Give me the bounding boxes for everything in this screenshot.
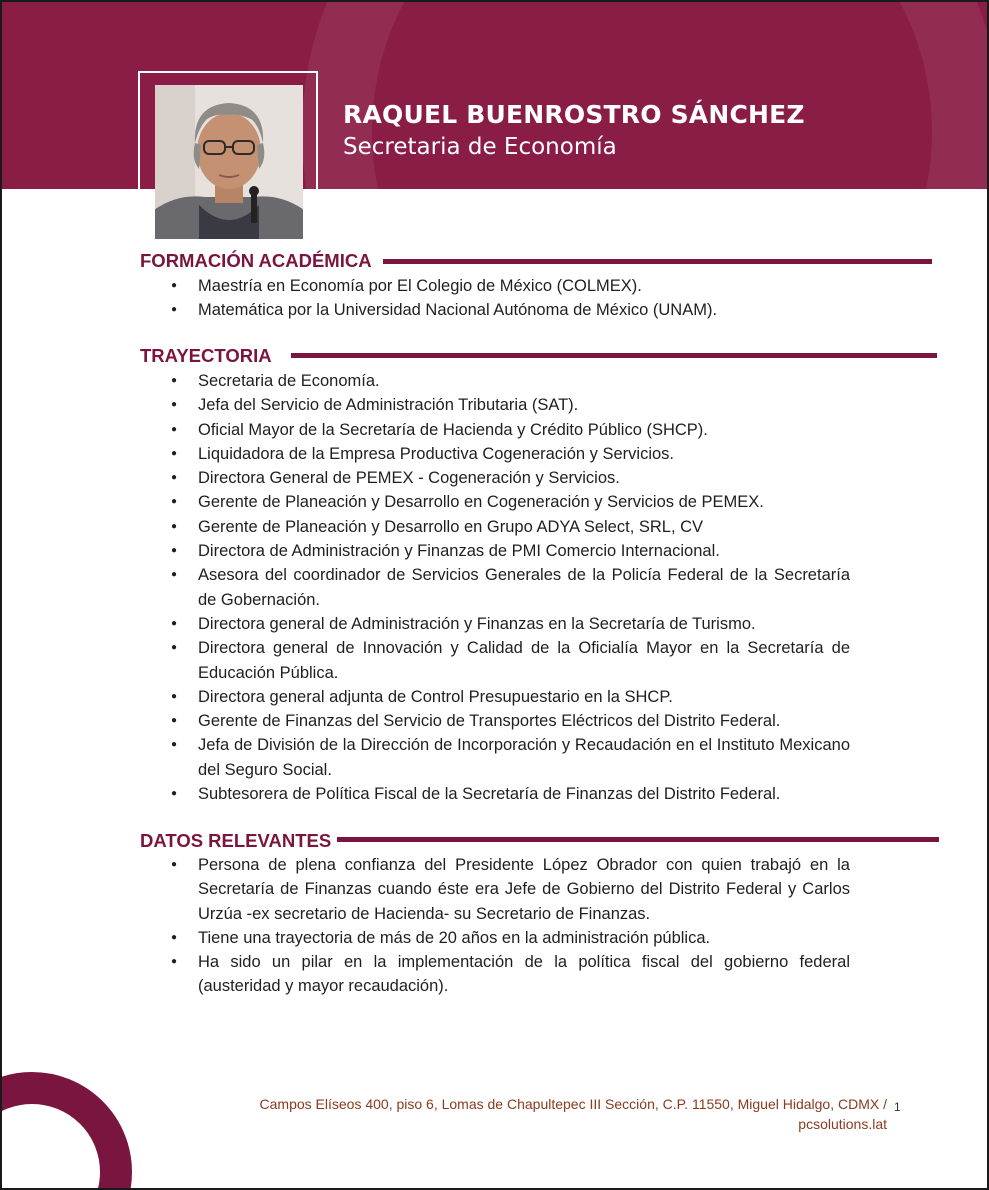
list-item: ● Asesora del coordinador de Servicios Generales de la Policía Federal de la Secretaría de Gobernación. <box>170 563 850 612</box>
list-item: ● Gerente de Planeación y Desarrollo en Grupo ADYA Select, SRL, CV <box>170 515 850 539</box>
list-item: ● Directora de Administración y Finanzas de PMI Comercio Internacional. <box>170 539 850 563</box>
list-item: ● Subtesorera de Política Fiscal de la Secretaría de Finanzas del Distrito Federal. <box>170 782 850 806</box>
person-name: RAQUEL BUENROSTRO SÁNCHEZ <box>343 100 805 129</box>
list-item: ● Jefa del Servicio de Administración Tributaria (SAT). <box>170 393 850 417</box>
list-item: ● Directora general adjunta de Control Presupuestario en la SHCP. <box>170 685 850 709</box>
list-item: ● Liquidadora de la Empresa Productiva Cogeneración y Servicios. <box>170 442 850 466</box>
list-item: ● Gerente de Finanzas del Servicio de Transportes Eléctricos del Distrito Federal. <box>170 709 850 733</box>
arc-mask <box>2 1147 72 1190</box>
section-rule-formacion <box>383 259 932 264</box>
list-item: ● Matemática por la Universidad Nacional Autónoma de México (UNAM). <box>170 298 850 322</box>
footer-address: Campos Elíseos 400, piso 6, Lomas de Chapultepec III Sección, C.P. 11550, Miguel Hidalgo, CDMX / <box>259 1096 887 1112</box>
list-item: ● Directora general de Administración y Finanzas en la Secretaría de Turismo. <box>170 612 850 636</box>
decorative-swoosh <box>302 2 987 189</box>
list-item: ● Gerente de Planeación y Desarrollo en Cogeneración y Servicios de PEMEX. <box>170 490 850 514</box>
profile-photo <box>155 85 303 239</box>
footer-site-link[interactable]: pcsolutions.lat <box>798 1116 887 1132</box>
list-item: ● Directora General de PEMEX - Cogeneración y Servicios. <box>170 466 850 490</box>
trayectoria-list <box>170 369 850 806</box>
section-title-formacion: FORMACIÓN ACADÉMICA <box>140 250 372 271</box>
list-item: ● Secretaria de Economía. <box>170 369 850 393</box>
list-item: ● Persona de plena confianza del Presidente López Obrador con quien trabajó en la Secretaría de Finanzas cuando éste era Jefe de Gobierno del Distrito Federal y Carlos Urzúa -ex secretario de Hacienda- su Secretario de Finanzas. <box>170 853 850 926</box>
formacion-list <box>170 274 850 323</box>
list-item: ● Maestría en Economía por El Colegio de México (COLMEX). <box>170 274 850 298</box>
section-title-datos: DATOS RELEVANTES <box>140 830 332 851</box>
person-role: Secretaria de Economía <box>343 134 617 160</box>
list-item: ● Ha sido un pilar en la implementación de la política fiscal del gobierno federal (austeridad y mayor recaudación). <box>170 950 850 999</box>
datos-list <box>170 853 850 999</box>
list-item: ● Tiene una trayectoria de más de 20 años en la administración pública. <box>170 926 850 950</box>
section-rule-trayectoria <box>291 353 937 358</box>
list-item: ● Directora general de Innovación y Calidad de la Oficialía Mayor en la Secretaría de Educación Pública. <box>170 636 850 685</box>
section-rule-datos <box>337 837 939 842</box>
list-item: ● Oficial Mayor de la Secretaría de Hacienda y Crédito Público (SHCP). <box>170 418 850 442</box>
list-item: ● Jefa de División de la Dirección de Incorporación y Recaudación en el Instituto Mexicano del Seguro Social. <box>170 733 850 782</box>
page-number: 1 <box>894 1100 901 1114</box>
portrait-image <box>155 85 303 239</box>
section-title-trayectoria: TRAYECTORIA <box>140 345 272 366</box>
